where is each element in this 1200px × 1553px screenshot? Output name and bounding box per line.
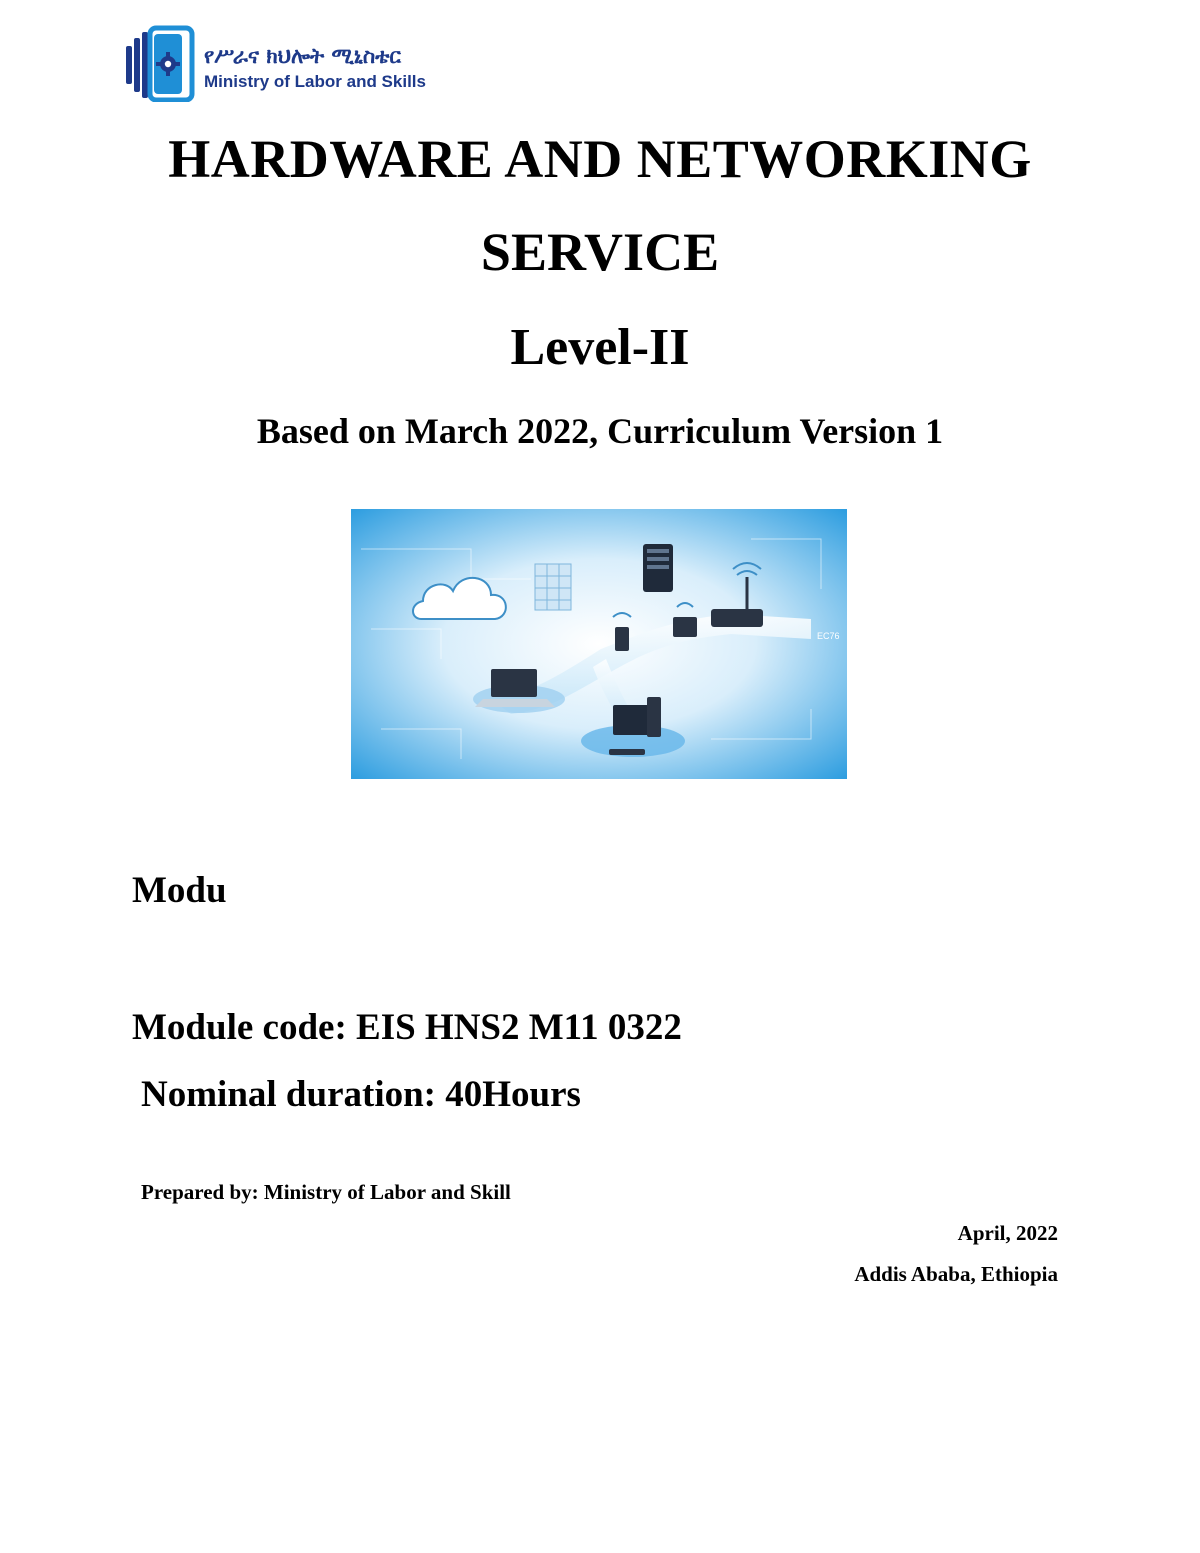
level-heading: Level-II xyxy=(510,319,690,376)
module-title-fragment: Modu xyxy=(132,870,227,911)
ministry-logo-mark xyxy=(122,24,196,102)
diagram-label: EC76 xyxy=(817,631,840,641)
module-code: Module code: EIS HNS2 M11 0322 xyxy=(132,1007,682,1048)
ministry-logo xyxy=(122,24,426,104)
server-icon xyxy=(643,544,673,592)
curriculum-subtitle: Based on March 2022, Curriculum Version 1 xyxy=(256,411,944,451)
network-illustration xyxy=(351,509,847,779)
publication-date: April, 2022 xyxy=(957,1221,1058,1245)
document-title-line2: SERVICE xyxy=(480,222,720,282)
publication-place: Addis Ababa, Ethiopia xyxy=(854,1262,1058,1286)
prepared-by: Prepared by: Ministry of Labor and Skill xyxy=(141,1180,511,1204)
ministry-name-amharic: የሥራና ክህሎት ሚኒስቴር xyxy=(204,44,402,68)
ministry-name-english: Ministry of Labor and Skills xyxy=(204,72,426,91)
document-title-line1: HARDWARE AND NETWORKING xyxy=(168,129,1032,189)
nominal-duration: Nominal duration: 40Hours xyxy=(141,1074,581,1115)
firewall-icon xyxy=(535,564,571,610)
